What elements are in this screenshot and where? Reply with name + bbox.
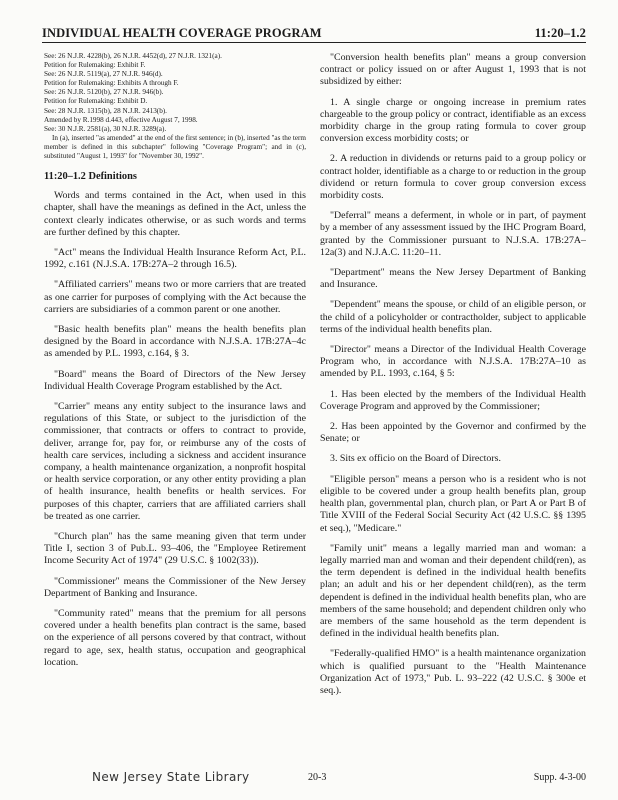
source-notes [44,52,306,161]
source-note: See: 28 N.J.R. 1315(b), 28 N.J.R. 2413(b). [44,106,167,115]
source-note: Amended by R.1998 d.443, effective August 7, 1998. [44,115,198,124]
source-note: See: 30 N.J.R. 2581(a), 30 N.J.R. 3289(a). [44,124,167,133]
definition-carrier: "Carrier" means any entity subject to the insurance laws and regulations of this State, or subject to the jurisdiction of the commissioner, that contracts or offers to contract to provide, deliver, arrange for, pay for, or reimburse any of the costs of health care services, including a sickness and accident insurance company, a health maintenance organization, a nonprofit hospital or health service corporation, or any other entity providing a plan of health insurance, health benefits or health services. For purposes of this chapter, carriers that are affiliated carriers shall be treated as one carrier. [44,400,306,522]
section-number: 11:20–1.2 [534,26,586,40]
source-note: Petition for Rulemaking: Exhibit D. [44,97,148,106]
definition-federally-qualified-hmo: "Federally-qualified HMO" is a health maintenance organization which is qualified pursuant to the "Health Maintenance Organization Act of 1973," Pub. L. 93–222 (42 U.S.C. § 300e et seq.). [320,648,586,696]
definition-director: "Director" means a Director of the Individual Health Coverage Program who, in accordance with N.J.S.A. 17B:27A–10 as amended by P.L. 1993, c.164, § 5: [320,344,586,380]
left-column [44,52,306,677]
definition-basic-health-benefits-plan: "Basic health benefits plan" means the health benefits plan designed by the Board in accordance with N.J.S.A. 17B:27A–4c as amended by P.L. 1993, c.164, § 3. [44,323,306,360]
definition-family-unit: "Family unit" means a legally married man and woman: a legally married man and woman and their dependent child(ren), as the term dependent is defined in the individual health benefits plan; an adult and his or her dependent child(ren), as the term dependent is defined in the individual health benefits plan, who are members of the same household; and dependent children only who are members of the same household as the term dependent is defined in the individual health benefits plan. [320,542,586,640]
definition-department: "Department" means the New Jersey Department of Banking and Insurance. [320,267,586,291]
definition-affiliated-carriers: "Affiliated carriers" means two or more carriers that are treated as one carrier for purposes of complying with the Act because the carriers are subsidiaries of a common parent or one another. [44,279,306,315]
list-item: 2. A reduction in dividends or returns paid to a group policy or contract holder, identifiable as a charge to or reduction in the group dividend or return formula to cover group conversion excess morbidity costs. [320,153,586,202]
list-item: 1. Has been elected by the members of the Individual Health Coverage Program and approved by the Commissioner; [320,388,586,412]
definition-eligible-person: "Eligible person" means a person who is a resident who is not eligible to be covered under a group health benefits plan, group health plan, governmental plan, church plan, or Part A or Part B of Title XVIII of the Federal Social Security Act (42 U.S.C. §§ 1395 et seq.), "Medicare." [320,473,586,534]
page-number: 20-3 [308,772,327,783]
supplement-date: Supp. 4-3-00 [533,772,586,783]
page-footer [44,770,586,790]
section-heading: 11:20–1.2 Definitions [44,171,137,183]
paragraph: Words and terms contained in the Act, when used in this chapter, shall have the meanings as defined in the Act, unless the context clearly indicates otherwise, or as such words and terms are further defined by this chapter. [44,190,306,238]
amendment-note: In (a), inserted "as amended" at the end of the first sentence; in (b), inserted "as the term member is defined in this subchapter" following "Coverage Program"; and in (c), substituted "August 1, 1993" for "November 30, 1992". [44,133,306,161]
definition-church-plan: "Church plan" has the same meaning given that term under Title I, section 3 of Pub.L. 93–406, the "Employee Retirement Income Security Act of 1974" (29 U.S.C. § 1002(33)). [44,531,306,567]
source-note: See: 26 N.J.R. 4228(b), 26 N.J.R. 4452(d), 27 N.J.R. 1321(a). [44,52,222,60]
source-note: See: 26 N.J.R. 5120(b), 27 N.J.R. 946(b). [44,88,164,97]
definition-board: "Board" means the Board of Directors of the New Jersey Individual Health Coverage Program established by the Act. [44,368,306,392]
source-note: See: 26 N.J.R. 5119(a), 27 N.J.R. 946(d). [44,70,163,79]
definition-community-rated: "Community rated" means that the premium for all persons covered under a health benefits plan contract is the same, based on the experience of all persons covered by that contract, without regard to age, sex, health status, occupation and geographical location. [44,608,306,668]
definition-dependent: "Dependent" means the spouse, or child of an eligible person, or the child of a policyholder or contractholder, subject to applicable terms of the individual health benefits plan. [320,299,586,335]
definition-commissioner: "Commissioner" means the Commissioner of the New Jersey Department of Banking and Insurance. [44,575,306,599]
list-item: 1. A single charge or ongoing increase in premium rates chargeable to the group policy or contract, identifiable as an excess morbidity charge in the group rating formula to cover group conversion excess morbidity costs; or [320,96,586,145]
list-item: 2. Has been appointed by the Governor and confirmed by the Senate; or [320,421,586,445]
running-header [42,22,586,43]
source-note: Petition for Rulemaking: Exhibits A through F. [44,79,179,88]
list-item: 3. Sits ex officio on the Board of Directors. [330,453,501,465]
definition-deferral: "Deferral" means a deferment, in whole or in part, of payment by a member of any assessment issued by the IHC Program Board, granted by the Commissioner pursuant to N.J.S.A. 17B:27A–12a(3) and N.J.A.C. 11:20–11. [320,210,586,258]
library-watermark: New Jersey State Library [92,770,250,784]
definition-act: "Act" means the Individual Health Insurance Reform Act, P.L. 1992, c.161 (N.J.S.A. 17B:27A–2 through 16.5). [44,246,306,271]
chapter-title: INDIVIDUAL HEALTH COVERAGE PROGRAM [42,26,322,40]
right-column [320,52,586,705]
definition-conversion-plan: "Conversion health benefits plan" means a group conversion contract or policy issued on or after August 1, 1993 that is not subsidized by either: [320,52,586,88]
source-note: Petition for Rulemaking: Exhibit F. [44,61,146,70]
